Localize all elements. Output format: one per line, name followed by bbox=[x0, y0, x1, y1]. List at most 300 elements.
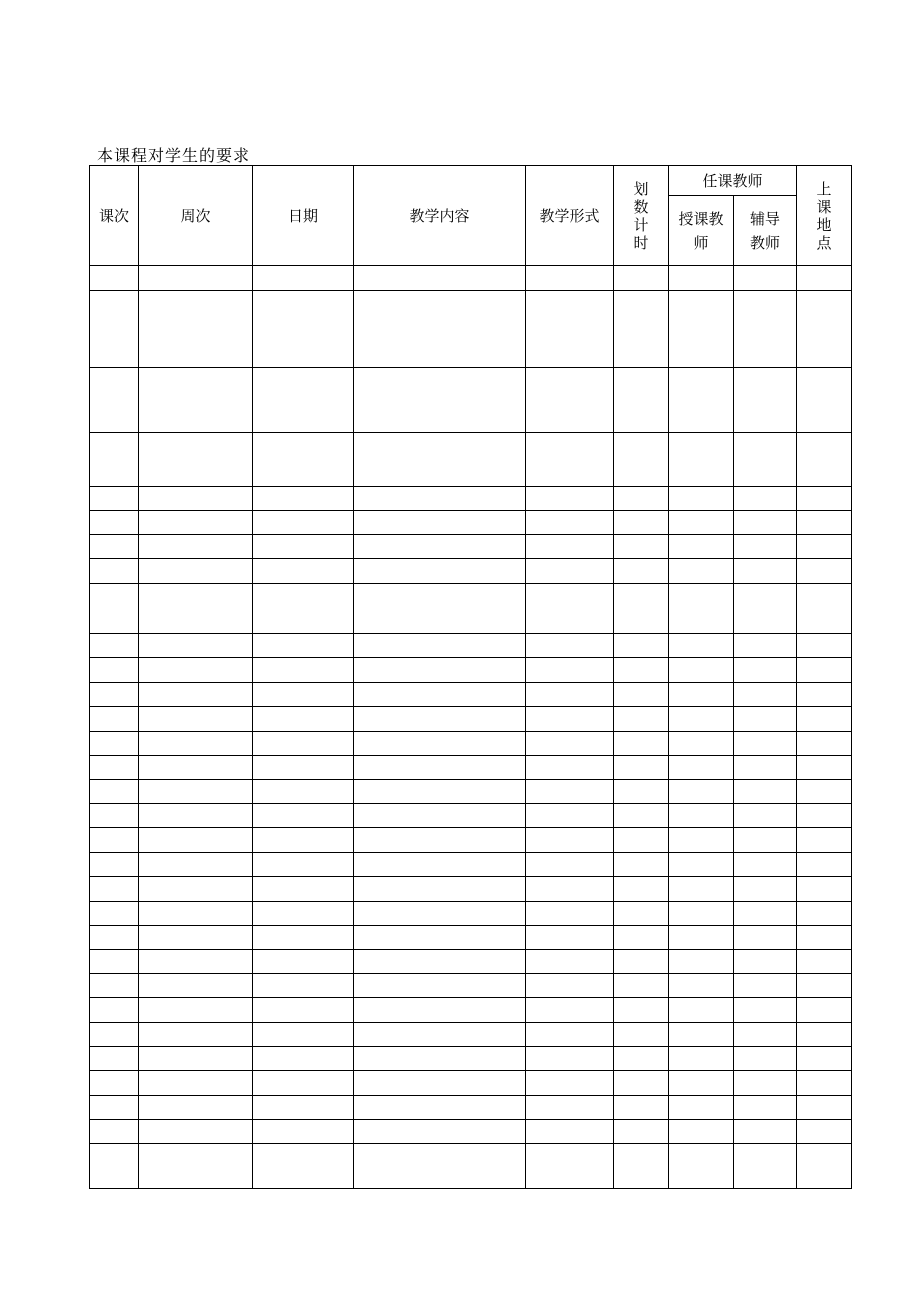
cell-lesson bbox=[90, 368, 139, 433]
cell-form bbox=[526, 1071, 614, 1096]
table-row bbox=[90, 1023, 852, 1047]
table-row bbox=[90, 1144, 852, 1189]
cell-week bbox=[139, 487, 253, 511]
cell-content bbox=[354, 433, 526, 487]
cell-date bbox=[253, 853, 354, 877]
cell-content bbox=[354, 559, 526, 584]
cell-location bbox=[797, 974, 852, 998]
schedule-body bbox=[90, 266, 852, 1189]
cell-hours bbox=[614, 950, 669, 974]
cell-week bbox=[139, 950, 253, 974]
header-location bbox=[797, 166, 852, 266]
cell-date bbox=[253, 707, 354, 732]
cell-content bbox=[354, 584, 526, 634]
cell-content bbox=[354, 1120, 526, 1144]
cell-lesson bbox=[90, 291, 139, 368]
cell-hours bbox=[614, 828, 669, 853]
cell-hours bbox=[614, 732, 669, 756]
header-form: 教学形式 bbox=[526, 166, 614, 266]
cell-location bbox=[797, 1096, 852, 1120]
cell-form bbox=[526, 658, 614, 683]
cell-form bbox=[526, 559, 614, 584]
cell-date bbox=[253, 1047, 354, 1071]
cell-date bbox=[253, 828, 354, 853]
cell-lecturer bbox=[669, 584, 734, 634]
cell-location bbox=[797, 511, 852, 535]
cell-tutor bbox=[734, 1047, 797, 1071]
cell-location bbox=[797, 487, 852, 511]
cell-tutor bbox=[734, 1096, 797, 1120]
cell-tutor bbox=[734, 433, 797, 487]
cell-content bbox=[354, 707, 526, 732]
cell-lesson bbox=[90, 1120, 139, 1144]
table-row bbox=[90, 487, 852, 511]
cell-form bbox=[526, 804, 614, 828]
cell-content bbox=[354, 658, 526, 683]
cell-hours bbox=[614, 1071, 669, 1096]
cell-hours bbox=[614, 584, 669, 634]
table-row bbox=[90, 804, 852, 828]
cell-hours bbox=[614, 1144, 669, 1189]
table-row bbox=[90, 707, 852, 732]
table-row bbox=[90, 1120, 852, 1144]
table-row bbox=[90, 1047, 852, 1071]
cell-tutor bbox=[734, 368, 797, 433]
table-row bbox=[90, 559, 852, 584]
table-row bbox=[90, 535, 852, 559]
cell-lesson bbox=[90, 634, 139, 658]
table-row bbox=[90, 683, 852, 707]
cell-tutor bbox=[734, 1144, 797, 1189]
cell-lesson bbox=[90, 828, 139, 853]
cell-week bbox=[139, 804, 253, 828]
cell-content bbox=[354, 804, 526, 828]
cell-lecturer bbox=[669, 266, 734, 291]
cell-form bbox=[526, 683, 614, 707]
cell-form bbox=[526, 634, 614, 658]
table-row bbox=[90, 780, 852, 804]
cell-week bbox=[139, 1120, 253, 1144]
cell-lecturer bbox=[669, 1144, 734, 1189]
cell-hours bbox=[614, 634, 669, 658]
cell-location bbox=[797, 756, 852, 780]
cell-hours bbox=[614, 683, 669, 707]
header-lecturer bbox=[669, 196, 734, 266]
cell-location bbox=[797, 707, 852, 732]
table-row bbox=[90, 291, 852, 368]
cell-form bbox=[526, 266, 614, 291]
cell-content bbox=[354, 998, 526, 1023]
cell-lecturer bbox=[669, 433, 734, 487]
cell-week bbox=[139, 368, 253, 433]
cell-tutor bbox=[734, 511, 797, 535]
cell-date bbox=[253, 683, 354, 707]
cell-content bbox=[354, 828, 526, 853]
cell-location bbox=[797, 1144, 852, 1189]
cell-date bbox=[253, 266, 354, 291]
table-row bbox=[90, 828, 852, 853]
cell-tutor bbox=[734, 732, 797, 756]
cell-date bbox=[253, 368, 354, 433]
cell-week bbox=[139, 1047, 253, 1071]
cell-form bbox=[526, 1144, 614, 1189]
cell-lecturer bbox=[669, 559, 734, 584]
cell-week bbox=[139, 780, 253, 804]
cell-lecturer bbox=[669, 707, 734, 732]
cell-lesson bbox=[90, 804, 139, 828]
cell-location bbox=[797, 584, 852, 634]
cell-lecturer bbox=[669, 1023, 734, 1047]
cell-tutor bbox=[734, 487, 797, 511]
cell-hours bbox=[614, 902, 669, 926]
cell-lecturer bbox=[669, 658, 734, 683]
cell-location bbox=[797, 780, 852, 804]
table-row bbox=[90, 902, 852, 926]
cell-lesson bbox=[90, 902, 139, 926]
cell-week bbox=[139, 828, 253, 853]
header-hours bbox=[614, 166, 669, 266]
cell-week bbox=[139, 634, 253, 658]
cell-lesson bbox=[90, 707, 139, 732]
cell-date bbox=[253, 584, 354, 634]
table-row bbox=[90, 998, 852, 1023]
cell-date bbox=[253, 926, 354, 950]
cell-form bbox=[526, 1047, 614, 1071]
cell-hours bbox=[614, 1047, 669, 1071]
cell-hours bbox=[614, 804, 669, 828]
cell-lecturer bbox=[669, 634, 734, 658]
cell-tutor bbox=[734, 902, 797, 926]
cell-location bbox=[797, 1071, 852, 1096]
cell-hours bbox=[614, 511, 669, 535]
cell-week bbox=[139, 535, 253, 559]
cell-lecturer bbox=[669, 828, 734, 853]
cell-hours bbox=[614, 535, 669, 559]
cell-lesson bbox=[90, 1023, 139, 1047]
cell-hours bbox=[614, 559, 669, 584]
cell-lesson bbox=[90, 998, 139, 1023]
cell-content bbox=[354, 683, 526, 707]
cell-lesson bbox=[90, 756, 139, 780]
cell-hours bbox=[614, 291, 669, 368]
table-row bbox=[90, 368, 852, 433]
cell-lesson bbox=[90, 487, 139, 511]
cell-tutor bbox=[734, 998, 797, 1023]
cell-lesson bbox=[90, 266, 139, 291]
cell-tutor bbox=[734, 1120, 797, 1144]
cell-lecturer bbox=[669, 804, 734, 828]
cell-form bbox=[526, 732, 614, 756]
cell-lesson bbox=[90, 433, 139, 487]
cell-location bbox=[797, 926, 852, 950]
cell-week bbox=[139, 291, 253, 368]
table-row bbox=[90, 266, 852, 291]
cell-location bbox=[797, 658, 852, 683]
cell-tutor bbox=[734, 535, 797, 559]
table-row bbox=[90, 511, 852, 535]
cell-date bbox=[253, 1120, 354, 1144]
cell-lesson bbox=[90, 853, 139, 877]
cell-date bbox=[253, 634, 354, 658]
cell-lesson bbox=[90, 974, 139, 998]
cell-lesson bbox=[90, 1071, 139, 1096]
cell-lecturer bbox=[669, 853, 734, 877]
cell-week bbox=[139, 756, 253, 780]
cell-date bbox=[253, 902, 354, 926]
cell-lesson bbox=[90, 780, 139, 804]
cell-location bbox=[797, 368, 852, 433]
cell-content bbox=[354, 732, 526, 756]
cell-week bbox=[139, 926, 253, 950]
cell-lecturer bbox=[669, 1071, 734, 1096]
cell-lesson bbox=[90, 559, 139, 584]
cell-tutor bbox=[734, 291, 797, 368]
table-row bbox=[90, 926, 852, 950]
cell-lecturer bbox=[669, 950, 734, 974]
cell-week bbox=[139, 1023, 253, 1047]
cell-location bbox=[797, 828, 852, 853]
cell-date bbox=[253, 804, 354, 828]
cell-location bbox=[797, 732, 852, 756]
cell-lecturer bbox=[669, 974, 734, 998]
cell-hours bbox=[614, 1096, 669, 1120]
cell-date bbox=[253, 780, 354, 804]
cell-hours bbox=[614, 926, 669, 950]
cell-lecturer bbox=[669, 368, 734, 433]
cell-tutor bbox=[734, 1023, 797, 1047]
cell-form bbox=[526, 998, 614, 1023]
table-row bbox=[90, 584, 852, 634]
cell-lecturer bbox=[669, 926, 734, 950]
cell-lecturer bbox=[669, 877, 734, 902]
cell-lesson bbox=[90, 535, 139, 559]
cell-week bbox=[139, 433, 253, 487]
table-row bbox=[90, 1071, 852, 1096]
cell-lecturer bbox=[669, 1096, 734, 1120]
cell-hours bbox=[614, 658, 669, 683]
cell-hours bbox=[614, 1023, 669, 1047]
schedule-table bbox=[89, 165, 852, 1189]
cell-tutor bbox=[734, 828, 797, 853]
cell-location bbox=[797, 1047, 852, 1071]
cell-week bbox=[139, 707, 253, 732]
cell-content bbox=[354, 368, 526, 433]
cell-lecturer bbox=[669, 683, 734, 707]
cell-tutor bbox=[734, 950, 797, 974]
cell-tutor bbox=[734, 658, 797, 683]
cell-week bbox=[139, 266, 253, 291]
cell-date bbox=[253, 291, 354, 368]
header-lecturer-label: 授课教师 bbox=[678, 209, 724, 252]
cell-content bbox=[354, 1071, 526, 1096]
cell-location bbox=[797, 902, 852, 926]
cell-hours bbox=[614, 877, 669, 902]
cell-week bbox=[139, 1144, 253, 1189]
cell-location bbox=[797, 804, 852, 828]
cell-date bbox=[253, 433, 354, 487]
cell-form bbox=[526, 926, 614, 950]
cell-location bbox=[797, 535, 852, 559]
table-row bbox=[90, 950, 852, 974]
cell-lesson bbox=[90, 658, 139, 683]
cell-hours bbox=[614, 756, 669, 780]
cell-tutor bbox=[734, 926, 797, 950]
cell-tutor bbox=[734, 756, 797, 780]
cell-week bbox=[139, 902, 253, 926]
cell-date bbox=[253, 998, 354, 1023]
cell-week bbox=[139, 658, 253, 683]
cell-content bbox=[354, 1096, 526, 1120]
cell-tutor bbox=[734, 804, 797, 828]
cell-tutor bbox=[734, 707, 797, 732]
cell-week bbox=[139, 877, 253, 902]
cell-lesson bbox=[90, 926, 139, 950]
cell-form bbox=[526, 584, 614, 634]
cell-location bbox=[797, 950, 852, 974]
cell-hours bbox=[614, 487, 669, 511]
table-row bbox=[90, 658, 852, 683]
cell-date bbox=[253, 950, 354, 974]
cell-date bbox=[253, 658, 354, 683]
cell-date bbox=[253, 487, 354, 511]
cell-date bbox=[253, 974, 354, 998]
table-row bbox=[90, 853, 852, 877]
cell-content bbox=[354, 1047, 526, 1071]
cell-tutor bbox=[734, 584, 797, 634]
cell-week bbox=[139, 998, 253, 1023]
cell-form bbox=[526, 511, 614, 535]
cell-lecturer bbox=[669, 902, 734, 926]
cell-form bbox=[526, 828, 614, 853]
cell-location bbox=[797, 998, 852, 1023]
cell-location bbox=[797, 291, 852, 368]
cell-hours bbox=[614, 368, 669, 433]
cell-lecturer bbox=[669, 535, 734, 559]
cell-form bbox=[526, 368, 614, 433]
cell-tutor bbox=[734, 1071, 797, 1096]
cell-lesson bbox=[90, 683, 139, 707]
cell-week bbox=[139, 584, 253, 634]
cell-tutor bbox=[734, 634, 797, 658]
cell-hours bbox=[614, 707, 669, 732]
cell-form bbox=[526, 853, 614, 877]
cell-date bbox=[253, 511, 354, 535]
cell-content bbox=[354, 291, 526, 368]
cell-week bbox=[139, 974, 253, 998]
table-row bbox=[90, 974, 852, 998]
cell-tutor bbox=[734, 683, 797, 707]
cell-form bbox=[526, 902, 614, 926]
cell-location bbox=[797, 853, 852, 877]
cell-content bbox=[354, 926, 526, 950]
cell-lesson bbox=[90, 1096, 139, 1120]
cell-date bbox=[253, 877, 354, 902]
cell-form bbox=[526, 877, 614, 902]
cell-lecturer bbox=[669, 780, 734, 804]
cell-hours bbox=[614, 974, 669, 998]
cell-lesson bbox=[90, 877, 139, 902]
page-caption: 本课程对学生的要求 bbox=[97, 146, 251, 165]
cell-location bbox=[797, 634, 852, 658]
cell-form bbox=[526, 487, 614, 511]
cell-content bbox=[354, 974, 526, 998]
cell-form bbox=[526, 1096, 614, 1120]
header-week: 周次 bbox=[139, 166, 253, 266]
cell-tutor bbox=[734, 877, 797, 902]
cell-tutor bbox=[734, 974, 797, 998]
cell-hours bbox=[614, 998, 669, 1023]
cell-form bbox=[526, 707, 614, 732]
cell-week bbox=[139, 1096, 253, 1120]
cell-hours bbox=[614, 266, 669, 291]
cell-location bbox=[797, 877, 852, 902]
cell-content bbox=[354, 877, 526, 902]
cell-content bbox=[354, 756, 526, 780]
cell-content bbox=[354, 535, 526, 559]
cell-week bbox=[139, 683, 253, 707]
cell-hours bbox=[614, 853, 669, 877]
cell-week bbox=[139, 853, 253, 877]
cell-location bbox=[797, 266, 852, 291]
cell-lesson bbox=[90, 732, 139, 756]
header-location-label: 上课地点 bbox=[816, 179, 832, 252]
cell-lesson bbox=[90, 584, 139, 634]
cell-form bbox=[526, 433, 614, 487]
cell-lesson bbox=[90, 1047, 139, 1071]
header-tutor bbox=[734, 196, 797, 266]
header-hours-label: 划数计时 bbox=[633, 179, 649, 252]
cell-location bbox=[797, 683, 852, 707]
cell-lecturer bbox=[669, 291, 734, 368]
table-row bbox=[90, 877, 852, 902]
cell-tutor bbox=[734, 559, 797, 584]
cell-hours bbox=[614, 433, 669, 487]
cell-tutor bbox=[734, 266, 797, 291]
header-lesson: 课次 bbox=[90, 166, 139, 266]
cell-week bbox=[139, 511, 253, 535]
cell-lecturer bbox=[669, 1047, 734, 1071]
header-date: 日期 bbox=[253, 166, 354, 266]
header-content: 教学内容 bbox=[354, 166, 526, 266]
cell-date bbox=[253, 1071, 354, 1096]
cell-tutor bbox=[734, 780, 797, 804]
cell-week bbox=[139, 732, 253, 756]
cell-date bbox=[253, 559, 354, 584]
cell-lecturer bbox=[669, 998, 734, 1023]
cell-lesson bbox=[90, 1144, 139, 1189]
cell-location bbox=[797, 1023, 852, 1047]
cell-content bbox=[354, 487, 526, 511]
cell-form bbox=[526, 780, 614, 804]
cell-date bbox=[253, 1144, 354, 1189]
cell-lecturer bbox=[669, 756, 734, 780]
cell-form bbox=[526, 535, 614, 559]
cell-form bbox=[526, 291, 614, 368]
header-teachers-group: 任课教师 bbox=[669, 166, 797, 196]
cell-hours bbox=[614, 1120, 669, 1144]
cell-content bbox=[354, 266, 526, 291]
cell-lesson bbox=[90, 511, 139, 535]
header-tutor-label: 辅导教师 bbox=[749, 209, 780, 252]
table-row bbox=[90, 732, 852, 756]
cell-location bbox=[797, 433, 852, 487]
cell-lecturer bbox=[669, 511, 734, 535]
table-row bbox=[90, 756, 852, 780]
cell-date bbox=[253, 732, 354, 756]
cell-hours bbox=[614, 780, 669, 804]
cell-week bbox=[139, 559, 253, 584]
cell-tutor bbox=[734, 853, 797, 877]
